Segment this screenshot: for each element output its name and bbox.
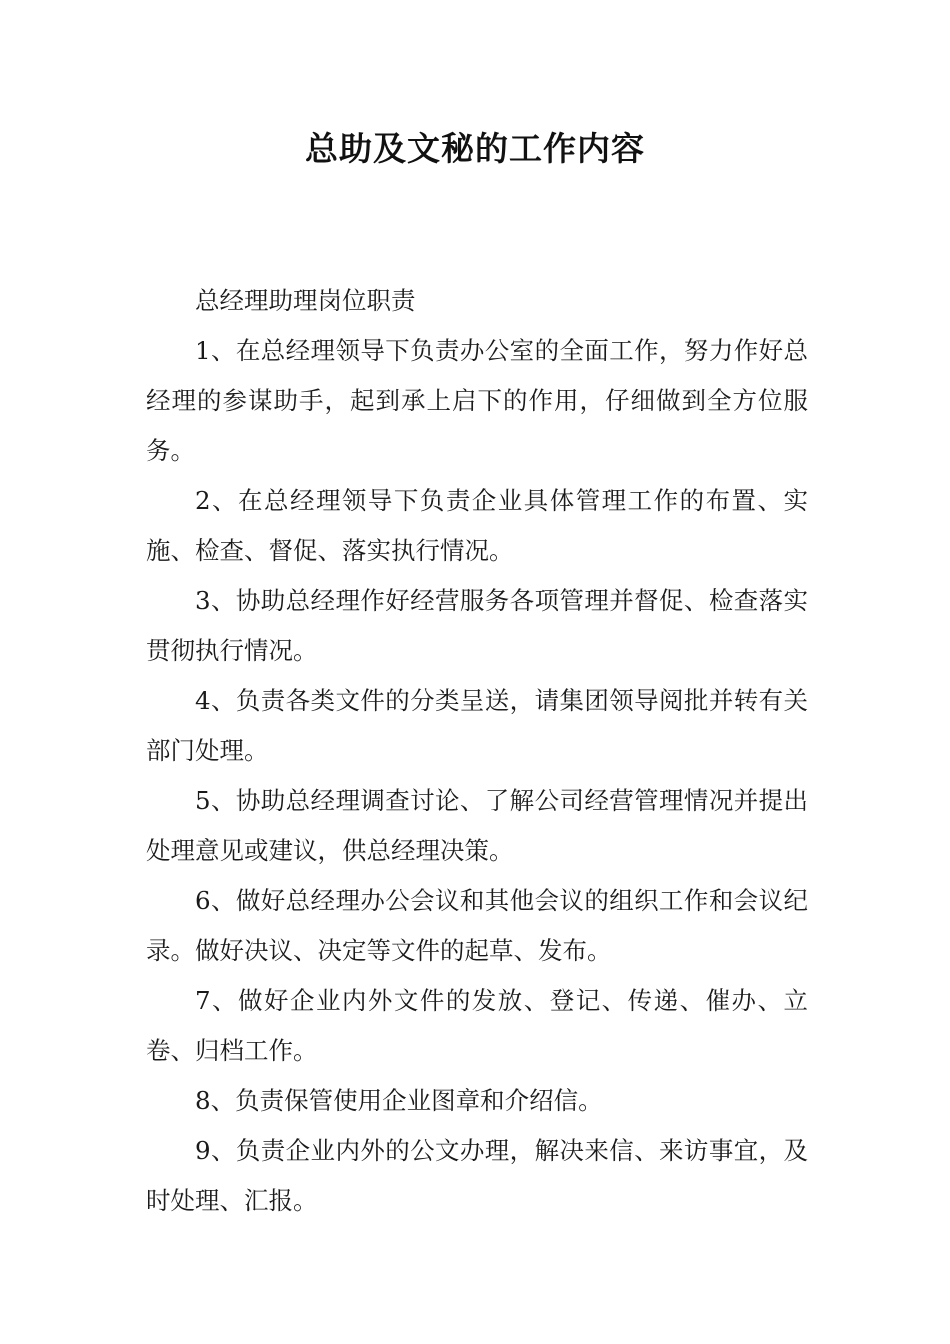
- duty-item-6: 6、做好总经理办公会议和其他会议的组织工作和会议纪录。做好决议、决定等文件的起草、发布。: [146, 886, 808, 965]
- section-heading: 总经理助理岗位职责: [195, 286, 416, 315]
- duty-item-7: 7、做好企业内外文件的发放、登记、传递、催办、立卷、归档工作。: [146, 986, 808, 1065]
- duty-item-2: 2、在总经理领导下负责企业具体管理工作的布置、实施、检查、督促、落实执行情况。: [146, 486, 808, 565]
- document-body: [146, 276, 808, 1226]
- duty-item-4: 4、负责各类文件的分类呈送，请集团领导阅批并转有关部门处理。: [146, 686, 808, 765]
- duty-item-9: 9、负责企业内外的公文办理，解决来信、来访事宜，及时处理、汇报。: [146, 1136, 808, 1215]
- duty-item-8: 8、负责保管使用企业图章和介绍信。: [195, 1086, 603, 1115]
- duty-item-5: 5、协助总经理调查讨论、了解公司经营管理情况并提出处理意见或建议，供总经理决策。: [146, 786, 808, 865]
- document-title: 总助及文秘的工作内容: [305, 129, 645, 168]
- duty-item-3: 3、协助总经理作好经营服务各项管理并督促、检查落实贯彻执行情况。: [146, 586, 808, 665]
- duty-item-1: 1、在总经理领导下负责办公室的全面工作，努力作好总经理的参谋助手，起到承上启下的作用，仔细做到全方位服务。: [146, 336, 808, 465]
